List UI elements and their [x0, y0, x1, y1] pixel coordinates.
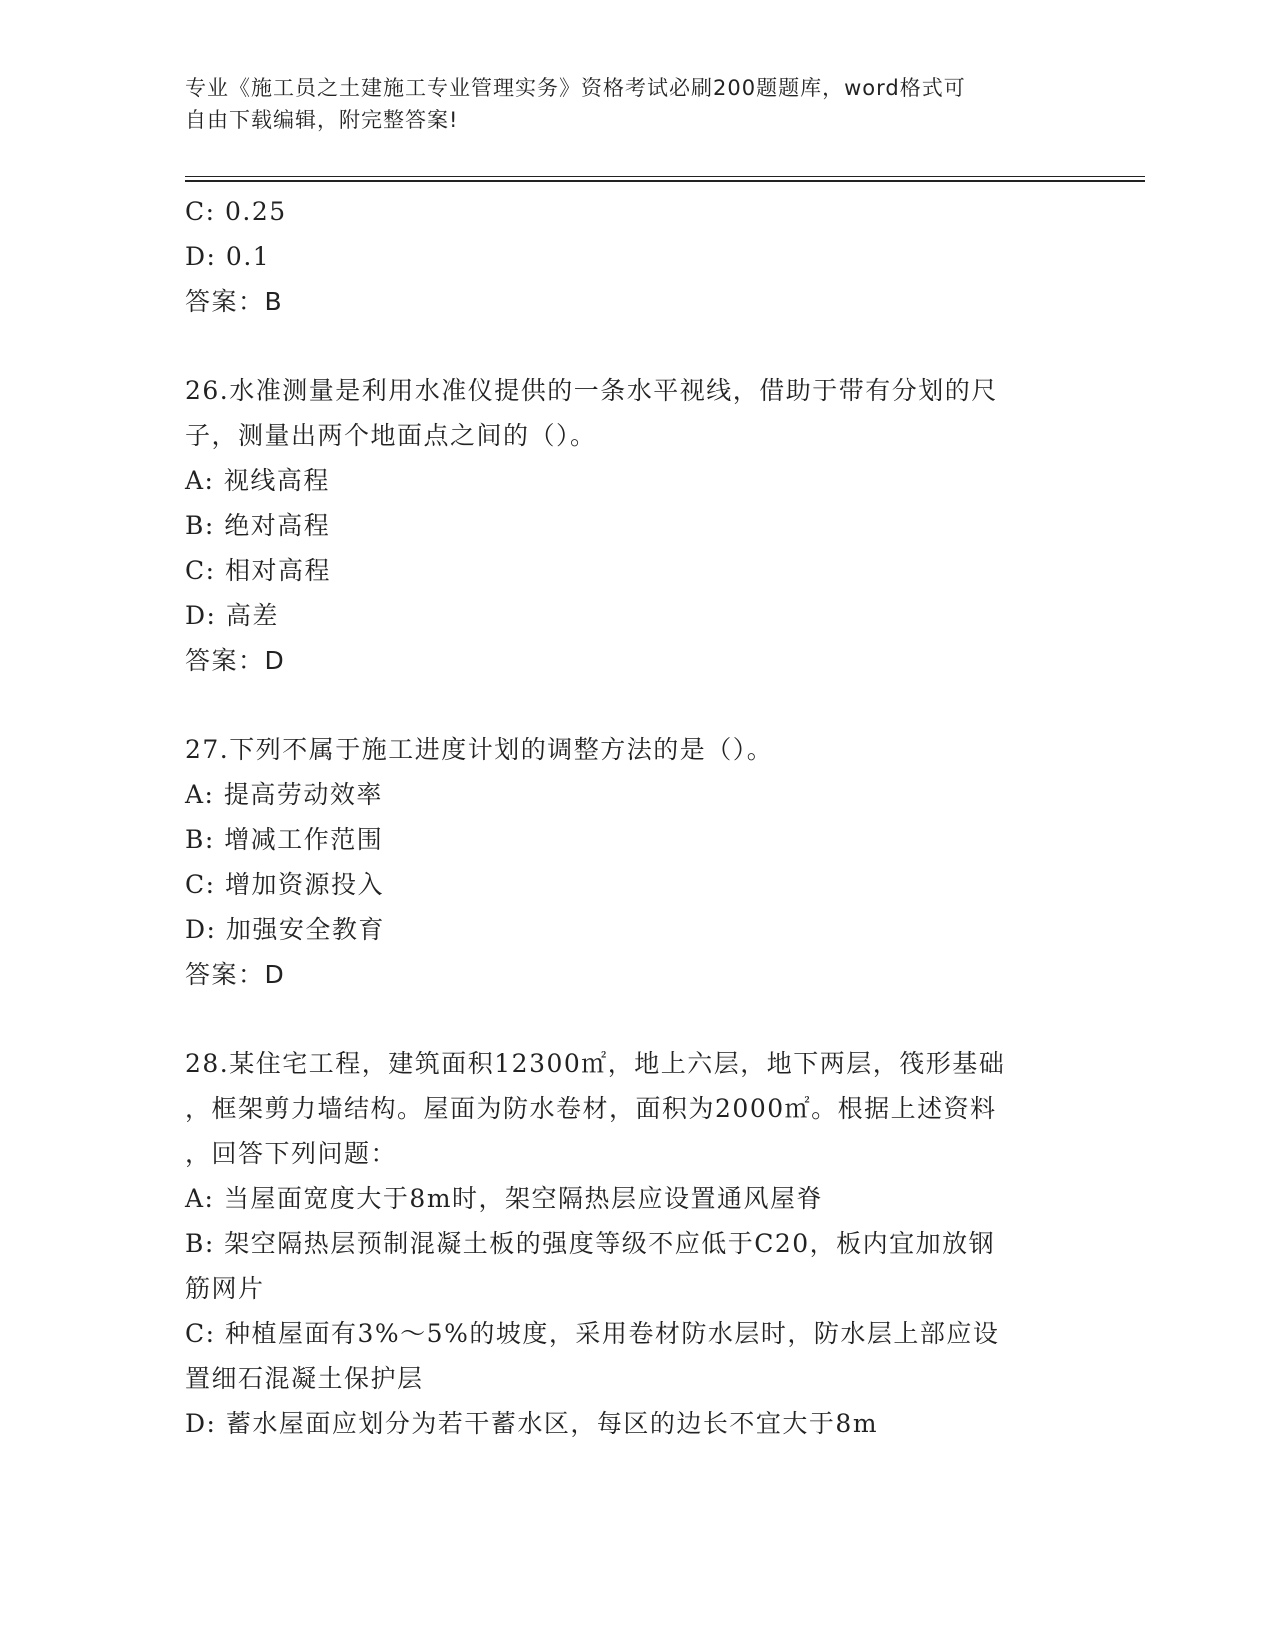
option-a: A: 当屋面宽度大于8m时，架空隔热层应设置通风屋脊	[185, 1184, 824, 1213]
header-title-line-1: 专业《施工员之土建施工专业管理实务》资格考试必刷200题题库，word格式可	[185, 76, 966, 100]
option-d: D: 蓄水屋面应划分为若干蓄水区，每区的边长不宜大于8m	[185, 1409, 879, 1438]
option-b: B: 绝对高程	[185, 511, 331, 540]
answer: 答案：D	[185, 960, 286, 989]
question-stem-line-1: 26.水准测量是利用水准仪提供的一条水平视线，借助于带有分划的尺	[185, 376, 998, 405]
question-stem-line-2: ，框架剪力墙结构。屋面为防水卷材，面积为2000㎡。根据上述资料	[185, 1094, 997, 1123]
option-d: D: 加强安全教育	[185, 915, 385, 944]
answer: 答案：B	[185, 287, 284, 316]
spacer	[185, 683, 1085, 727]
option-c: C: 相对高程	[185, 556, 331, 585]
question-stem: 27.下列不属于施工进度计划的调整方法的是（）。	[185, 735, 774, 764]
question-list	[185, 189, 1085, 1446]
question-28	[185, 1041, 1085, 1446]
answer: 答案：D	[185, 646, 286, 675]
option-c: C: 增加资源投入	[185, 870, 384, 899]
question-26	[185, 368, 1085, 683]
option-c-line-1: C: 种植屋面有3%～5%的坡度，采用卷材防水层时，防水层上部应设	[185, 1319, 1000, 1348]
question-stem-line-1: 28.某住宅工程，建筑面积12300㎡，地上六层，地下两层，筏形基础	[185, 1049, 1006, 1078]
spacer	[185, 997, 1085, 1041]
option-d: D: 0.1	[185, 242, 271, 271]
question-stem-line-3: ，回答下列问题：	[185, 1139, 398, 1168]
spacer	[185, 324, 1085, 368]
option-b-line-1: B: 架空隔热层预制混凝土板的强度等级不应低于C20，板内宜加放钢	[185, 1229, 996, 1258]
question-stem-line-2: 子，测量出两个地面点之间的（）。	[185, 421, 597, 450]
option-a: A: 提高劳动效率	[185, 780, 383, 809]
page-header	[185, 72, 1065, 136]
option-c-line-2: 置细石混凝土保护层	[185, 1364, 424, 1393]
header-title-line-2: 自由下载编辑，附完整答案!	[185, 108, 459, 132]
question-27	[185, 727, 1085, 997]
option-d: D: 高差	[185, 601, 279, 630]
option-b: B: 增减工作范围	[185, 825, 384, 854]
option-a: A: 视线高程	[185, 466, 330, 495]
option-b-line-2: 筋网片	[185, 1274, 265, 1303]
question-25-continuation	[185, 189, 1085, 324]
header-divider-thick	[185, 180, 1145, 182]
header-divider-thin	[185, 176, 1145, 177]
option-c: C: 0.25	[185, 197, 287, 226]
